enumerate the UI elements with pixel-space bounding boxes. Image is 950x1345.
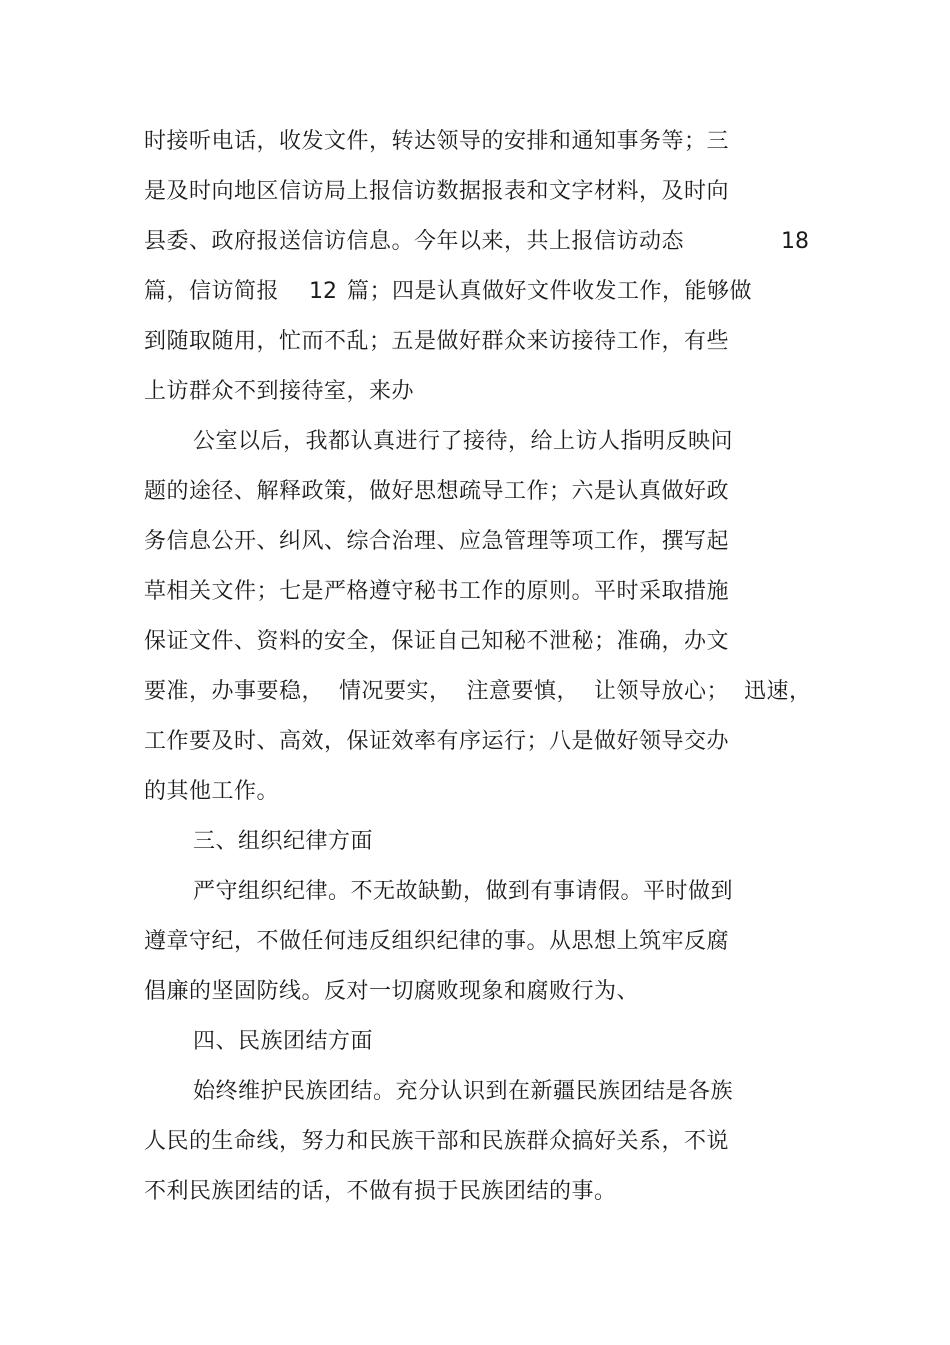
text-line: 人民的生命线，努力和民族干部和民族群众搞好关系，不说 [144, 1129, 730, 1154]
text-line: 篇，信访简报 [144, 279, 280, 304]
text-line: 篇；四是认真做好文件收发工作，能够做 [347, 279, 753, 304]
jianbao-count: 12 [309, 279, 337, 304]
text-line: 到随取随用，忙而不乱；五是做好群众来访接待工作，有些 [144, 329, 730, 354]
text-line: 时接听电话，收发文件，转达领导的安排和通知事务等；三 [144, 129, 730, 154]
paragraph-start: 公室以后，我都认真进行了接待，给上访人指明反映问 [193, 429, 734, 454]
text-line: 工作要及时、高效，保证效率有序运行；八是做好领导交办 [144, 729, 730, 754]
text-line: 的其他工作。 [144, 779, 280, 804]
text-line: 是及时向地区信访局上报信访数据报表和文字材料，及时向 [144, 179, 730, 204]
text-line: 县委、政府报送信访信息。今年以来，共上报信访动态 [144, 229, 685, 254]
section-heading: 四、民族团结方面 [193, 1029, 374, 1054]
text-line: 保证文件、资料的安全，保证自己知秘不泄秘；准确，办文 [144, 629, 730, 654]
text-line: 上访群众不到接待室，来办 [144, 379, 415, 404]
text-line: 题的途径、解释政策，做好思想疏导工作；六是认真做好政 [144, 479, 730, 504]
paragraph-start: 严守组织纪律。不无故缺勤，做到有事请假。平时做到 [193, 879, 734, 904]
text-line: 要准，办事要稳， 情况要实， 注意要慎， 让领导放心； 迅速， [144, 679, 812, 704]
dongtai-count: 18 [781, 229, 809, 254]
section-heading: 三、组织纪律方面 [193, 829, 374, 854]
text-line: 倡廉的坚固防线。反对一切腐败现象和腐败行为、 [144, 979, 640, 1004]
text-line: 遵章守纪，不做任何违反组织纪律的事。从思想上筑牢反腐 [144, 929, 730, 954]
text-line: 务信息公开、纠风、综合治理、应急管理等项工作，撰写起 [144, 529, 730, 554]
text-line: 不利民族团结的话，不做有损于民族团结的事。 [144, 1179, 617, 1204]
paragraph-start: 始终维护民族团结。充分认识到在新疆民族团结是各族 [193, 1079, 734, 1104]
text-line: 草相关文件；七是严格遵守秘书工作的原则。平时采取措施 [144, 579, 730, 604]
